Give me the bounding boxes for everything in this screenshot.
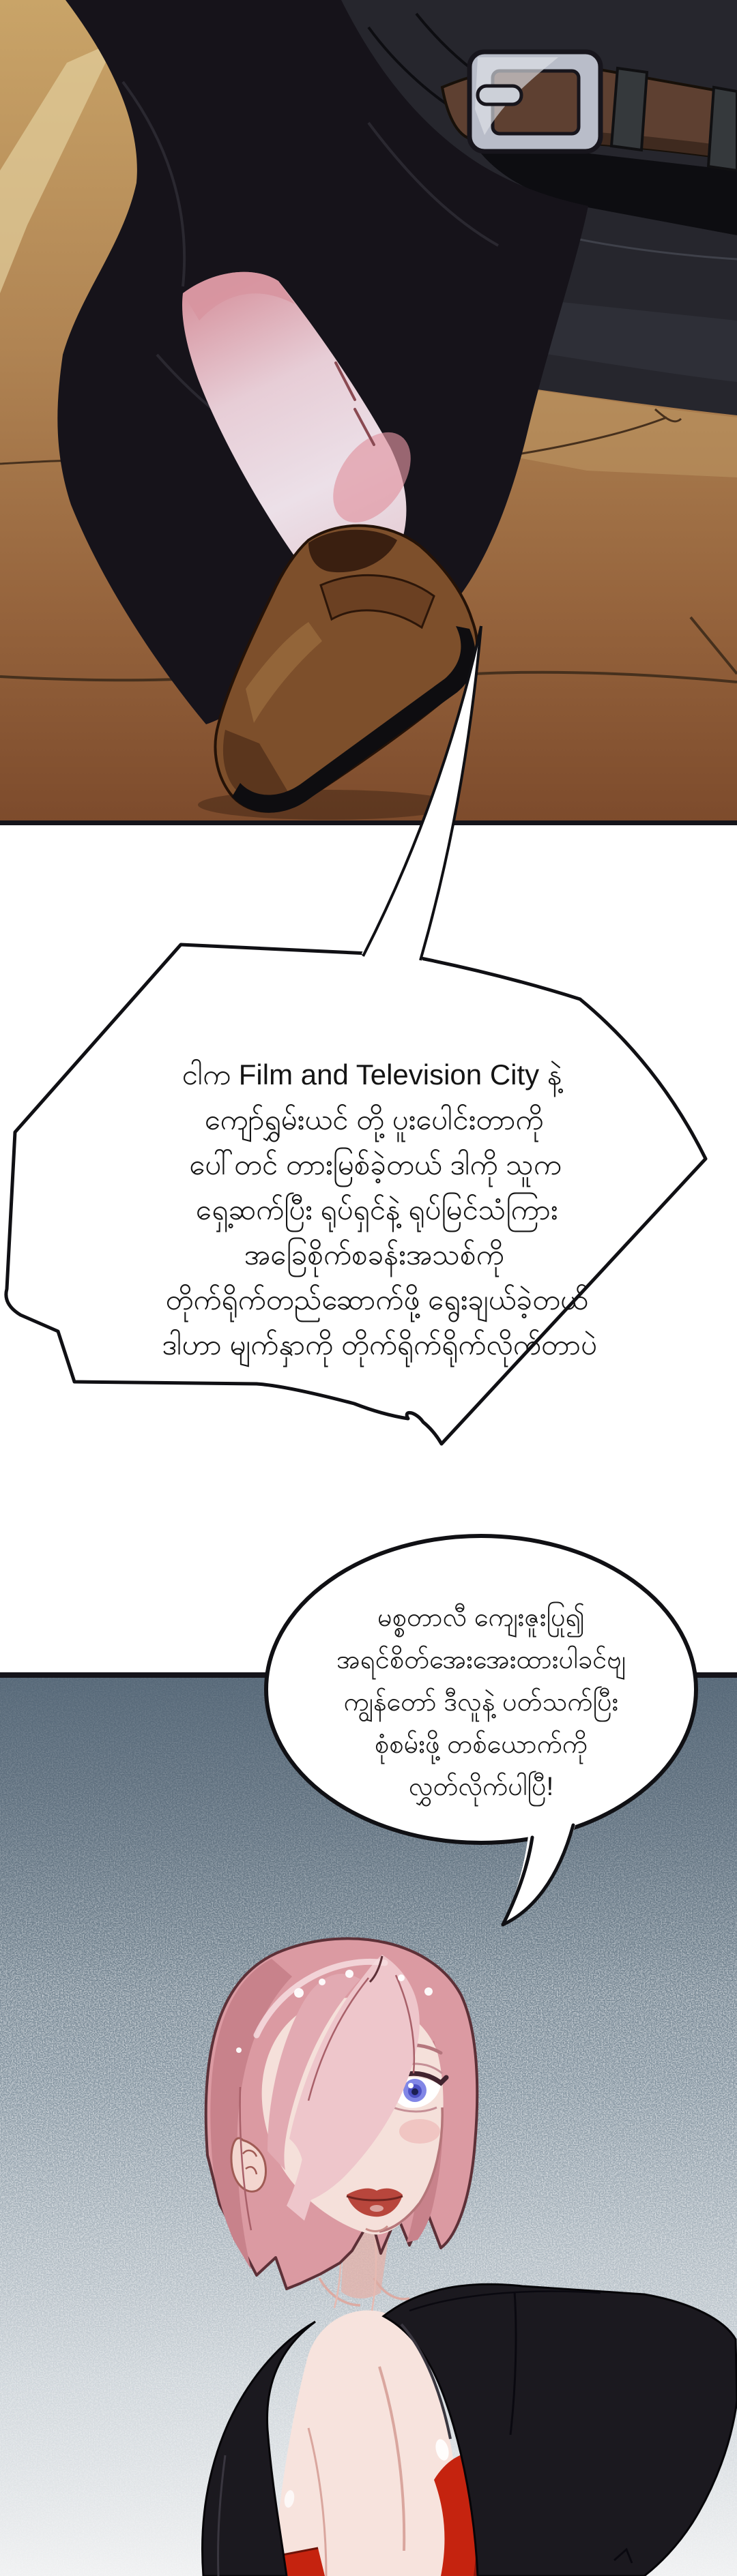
bubble2-line: လွှတ်လိုက်ပါပြီ!: [408, 1773, 554, 1801]
bubble2-line: ကျွန်တော် ဒီလူနဲ့ ပတ်သက်ပြီး: [343, 1688, 619, 1717]
bubble1-line: အခြေစိုက်စခန်းအသစ်ကို: [244, 1239, 504, 1271]
bubble1-line: ပေါ်တင် တားမြစ်ခဲ့တယ် ဒါကို သူက: [189, 1149, 562, 1181]
woman-head: [206, 1938, 478, 2289]
panel-couch-scene: [0, 0, 737, 825]
bubble2-line: စုံစမ်းဖို့ တစ်ယောက်ကို: [374, 1730, 588, 1759]
belt-keeper: [611, 68, 647, 150]
cheek-blush: [399, 2119, 440, 2144]
bubble2-line: အရင်စိတ်အေးအေးထားပါခင်ဗျ: [336, 1646, 626, 1674]
bubble1-line: ငါက Film and Television City နဲ့: [182, 1058, 562, 1091]
panel-border-top: [0, 820, 737, 825]
belt-buckle: [469, 52, 601, 151]
bubble2-line: မစ္စတာလီ ကျေးဇူးပြု၍: [377, 1603, 586, 1632]
bubble1-line: တိုက်ရိုက်တည်ဆောက်ဖို့ ရွေးချယ်ခဲ့တယ်: [165, 1284, 588, 1316]
bubble1-line: ကျော်ရွှမ်းယင် တို့ ပူးပေါင်းတာကို: [204, 1104, 544, 1136]
belt-keeper-2: [708, 87, 737, 171]
bubble1-line: ဒါဟာ မျက်နှာကို တိုက်ရိုက်ရိုက်လိုက်တာပဲ: [162, 1329, 597, 1361]
bubble1-line: ရှေ့ဆက်ပြီး ရုပ်ရှင်နဲ့ ရုပ်မြင်သံကြား: [195, 1194, 558, 1226]
buckle-prong: [478, 86, 521, 104]
